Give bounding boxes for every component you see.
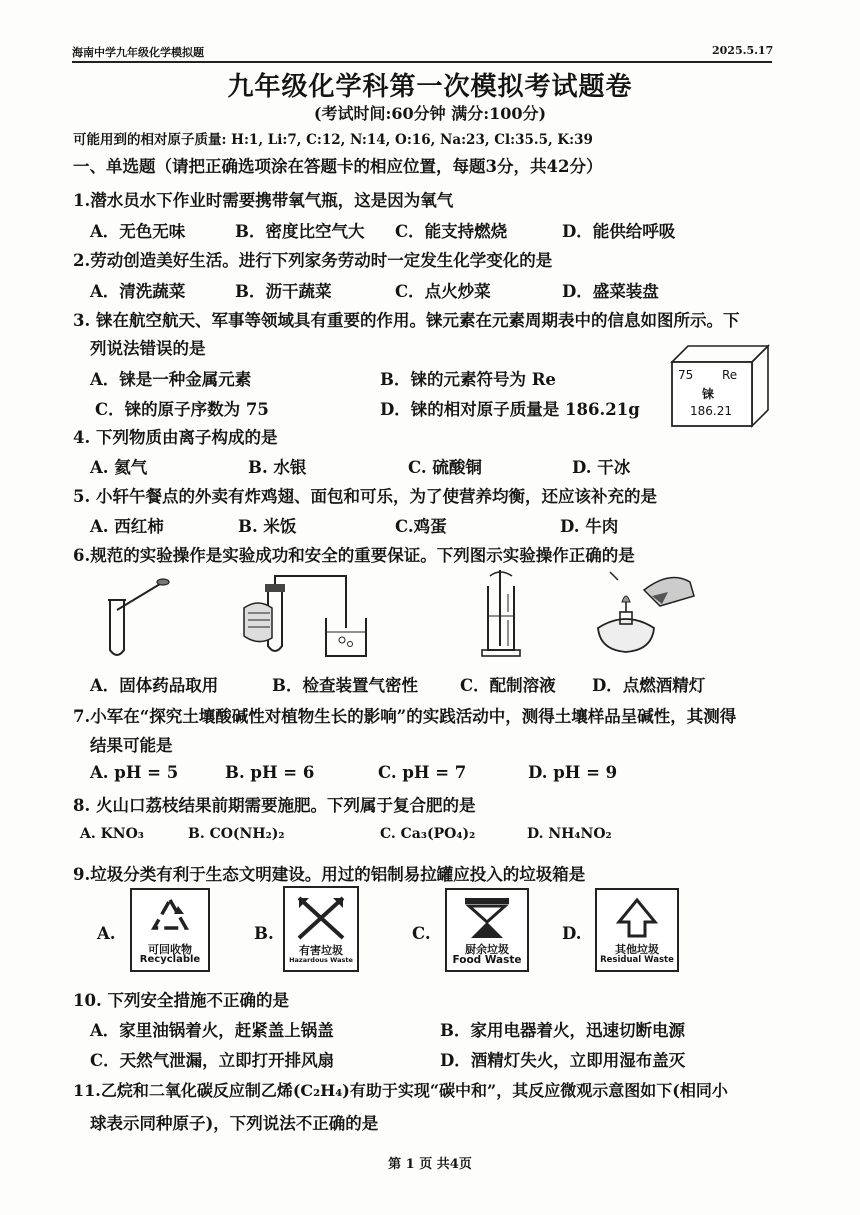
q3-option-d: D．铼的相对原子质量是 186.21g bbox=[380, 400, 640, 419]
element-number: 75 bbox=[678, 368, 694, 382]
alcohol-lamp-figure bbox=[590, 566, 705, 666]
q6-option-d: D．点燃酒精灯 bbox=[592, 676, 706, 695]
q10-option-a: A．家里油锅着火，赶紧盖上锅盖 bbox=[90, 1021, 334, 1040]
food-waste-cn: 厨余垃圾 bbox=[465, 943, 509, 956]
q1-option-a: A．无色无味 bbox=[90, 222, 186, 241]
q10-option-d: D．酒精灯失火，立即用湿布盖灭 bbox=[440, 1051, 686, 1070]
food-waste-bin-sign bbox=[445, 888, 529, 972]
question-5-stem: 5. 小轩午餐点的外卖有炸鸡翅、面包和可乐，为了使营养均衡，还应该补充的是 bbox=[73, 487, 657, 506]
q9-option-b: B. bbox=[254, 924, 274, 943]
residual-waste-icon bbox=[597, 892, 677, 942]
q8-option-b: B. CO(NH₂)₂ bbox=[188, 826, 285, 842]
q9-option-d: D. bbox=[562, 924, 582, 943]
question-8-stem: 8. 火山口荔枝结果前期需要施肥。下列属于复合肥的是 bbox=[73, 796, 476, 815]
q7-option-b: B. pH = 6 bbox=[225, 763, 315, 782]
q7-option-a: A. pH = 5 bbox=[90, 763, 179, 782]
element-symbol: Re bbox=[722, 368, 738, 382]
q5-option-b: B. 米饭 bbox=[238, 517, 297, 536]
q5-option-c: C.鸡蛋 bbox=[395, 517, 447, 536]
element-tile-figure bbox=[668, 340, 773, 430]
question-3-stem-cont: 列说法错误的是 bbox=[90, 339, 206, 358]
test-tube-spoon-figure bbox=[100, 570, 180, 665]
q6-option-b: B．检查装置气密性 bbox=[272, 676, 418, 695]
q4-option-a: A. 氦气 bbox=[90, 458, 148, 477]
question-10-stem: 10. 下列安全措施不正确的是 bbox=[73, 991, 289, 1010]
q8-option-c: C. Ca₃(PO₄)₂ bbox=[380, 826, 476, 842]
airtight-check-figure bbox=[238, 568, 368, 663]
q9-option-a: A. bbox=[97, 924, 116, 943]
q8-option-a: A. KNO₃ bbox=[80, 826, 144, 842]
food-waste-icon bbox=[447, 892, 527, 942]
q7-option-d: D. pH = 9 bbox=[528, 763, 618, 782]
q1-option-c: C．能支持燃烧 bbox=[395, 222, 508, 241]
q1-option-d: D．能供给呼吸 bbox=[562, 222, 676, 241]
header-left: 海南中学九年级化学模拟题 bbox=[72, 46, 204, 59]
hazard-icon bbox=[285, 890, 357, 942]
q2-option-c: C．点火炒菜 bbox=[395, 282, 491, 301]
page-footer: 第 1 页 共4页 bbox=[388, 1157, 472, 1172]
atomic-masses: 可能用到的相对原子质量: H:1, Li:7, C:12, N:14, O:16, Na:23, Cl:35.5, K:39 bbox=[73, 132, 593, 148]
q6-option-c: C．配制溶液 bbox=[460, 676, 556, 695]
question-2-stem: 2.劳动创造美好生活。进行下列家务劳动时一定发生化学变化的是 bbox=[73, 251, 553, 270]
q2-option-b: B．沥干蔬菜 bbox=[235, 282, 332, 301]
recyclable-cn: 可回收物 bbox=[148, 943, 192, 956]
question-7-stem: 7.小军在“探究土壤酸碱性对植物生长的影响”的实践活动中，测得土壤样品呈碱性，其测得 bbox=[73, 707, 737, 726]
q4-option-b: B. 水银 bbox=[248, 458, 307, 477]
food-waste-en: Food Waste bbox=[452, 954, 522, 966]
question-9-stem: 9.垃圾分类有利于生态文明建设。用过的铝制易拉罐应投入的垃圾箱是 bbox=[73, 865, 586, 884]
q7-option-c: C. pH = 7 bbox=[378, 763, 467, 782]
element-mass: 186.21 bbox=[690, 404, 732, 418]
q1-option-b: B．密度比空气大 bbox=[235, 222, 365, 241]
header-date: 2025.5.17 bbox=[712, 44, 774, 57]
recycle-icon bbox=[132, 892, 208, 942]
q10-option-b: B．家用电器着火，迅速切断电源 bbox=[440, 1021, 685, 1040]
question-6-stem: 6.规范的实验操作是实验成功和安全的重要保证。下列图示实验操作正确的是 bbox=[73, 546, 635, 565]
page-title: 九年级化学科第一次模拟考试题卷 bbox=[227, 72, 633, 102]
q6-option-a: A．固体药品取用 bbox=[90, 676, 219, 695]
q4-option-c: C. 硫酸铜 bbox=[408, 458, 482, 477]
hazardous-bin-sign bbox=[283, 886, 359, 972]
question-11-stem: 11.乙烷和二氧化碳反应制乙烯(C₂H₄)有助于实现“碳中和”，其反应微观示意图如下(相同小 bbox=[73, 1081, 728, 1100]
q9-option-c: C. bbox=[412, 924, 431, 943]
q10-option-c: C．天然气泄漏，立即打开排风扇 bbox=[90, 1051, 335, 1070]
q2-option-d: D．盛菜装盘 bbox=[562, 282, 659, 301]
recyclable-en: Recyclable bbox=[139, 954, 201, 965]
q3-option-c: C．铼的原子序数为 75 bbox=[95, 400, 269, 419]
question-4-stem: 4. 下列物质由离子构成的是 bbox=[73, 428, 278, 447]
hazardous-en: Hazardous Waste bbox=[289, 956, 353, 964]
residual-cn: 其他垃圾 bbox=[615, 943, 659, 956]
element-name: 铼 bbox=[702, 387, 715, 401]
exam-info: (考试时间:60分钟 满分:100分) bbox=[313, 104, 547, 123]
q5-option-d: D. 牛肉 bbox=[560, 517, 619, 536]
question-1-stem: 1.潜水员水下作业时需要携带氧气瓶，这是因为氧气 bbox=[73, 191, 454, 210]
question-7-stem-cont: 结果可能是 bbox=[90, 736, 173, 755]
question-11-stem-cont: 球表示同种原子)，下列说法不正确的是 bbox=[90, 1114, 379, 1133]
header-rule bbox=[72, 61, 772, 63]
residual-en: Residual Waste bbox=[600, 955, 674, 965]
q3-option-a: A．铼是一种金属元素 bbox=[90, 370, 252, 389]
q4-option-d: D. 干冰 bbox=[572, 458, 631, 477]
hazardous-cn: 有害垃圾 bbox=[299, 944, 343, 957]
q5-option-a: A. 西红柿 bbox=[90, 517, 164, 536]
question-3-stem: 3. 铼在航空航天、军事等领域具有重要的作用。铼元素在元素周期表中的信息如图所示。下 bbox=[73, 311, 740, 330]
mixing-cylinder-figure bbox=[470, 566, 540, 666]
q3-option-b: B．铼的元素符号为 Re bbox=[380, 370, 556, 389]
section-heading: 一、单选题（请把正确选项涂在答题卡的相应位置，每题3分，共42分） bbox=[73, 157, 603, 176]
recyclable-bin-sign bbox=[130, 888, 210, 972]
q8-option-d: D. NH₄NO₂ bbox=[527, 826, 612, 842]
q2-option-a: A．清洗蔬菜 bbox=[90, 282, 186, 301]
residual-bin-sign bbox=[595, 888, 679, 972]
